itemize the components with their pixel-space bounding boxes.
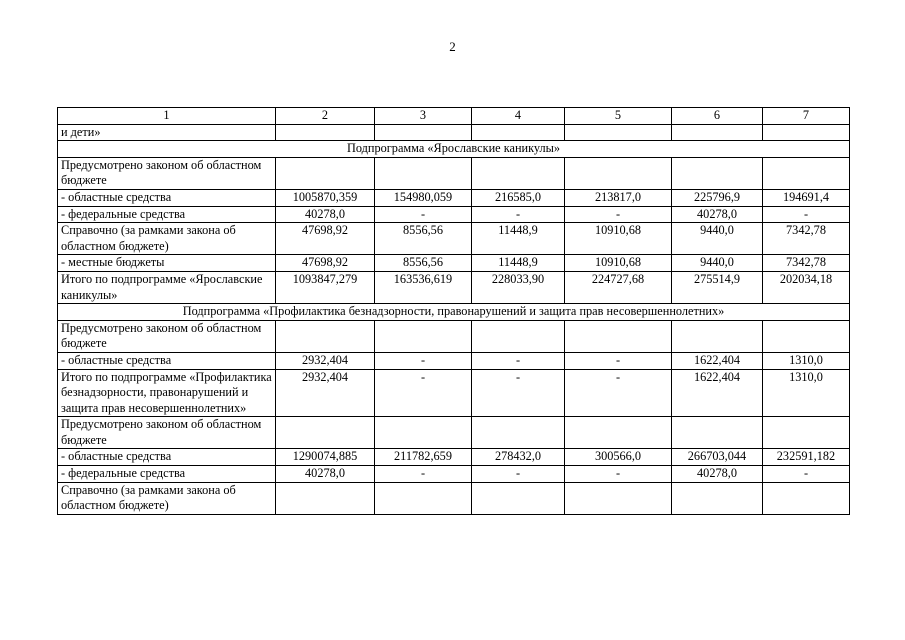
table-cell: 1310,0 xyxy=(763,352,850,369)
table-cell xyxy=(276,157,375,189)
table-cell: 7342,78 xyxy=(763,223,850,255)
table-cell xyxy=(276,320,375,352)
table-cell xyxy=(672,124,763,141)
table-cell xyxy=(472,124,565,141)
table-cell: - xyxy=(472,369,565,417)
table-cell: 40278,0 xyxy=(672,206,763,223)
table-cell: 300566,0 xyxy=(565,449,672,466)
table-cell: 47698,92 xyxy=(276,223,375,255)
table-row xyxy=(58,157,850,189)
table-cell: 9440,0 xyxy=(672,223,763,255)
table-cell: 2932,404 xyxy=(276,352,375,369)
table-cell xyxy=(672,320,763,352)
column-header: 2 xyxy=(276,108,375,125)
table-cell xyxy=(472,417,565,449)
table-cell: 8556,56 xyxy=(375,223,472,255)
table-row xyxy=(58,369,850,417)
table-cell: 11448,9 xyxy=(472,255,565,272)
row-label: - федеральные средства xyxy=(58,206,276,223)
table-row xyxy=(58,223,850,255)
table-cell: 40278,0 xyxy=(672,466,763,483)
table-cell: - xyxy=(565,206,672,223)
table-cell: 278432,0 xyxy=(472,449,565,466)
row-label: Итого по подпрограмме «Профилактика безнадзорности, правонарушений и защита прав несовершеннолетних» xyxy=(58,369,276,417)
table-cell: 225796,9 xyxy=(672,189,763,206)
table-cell xyxy=(672,157,763,189)
table-cell: - xyxy=(763,206,850,223)
table-cell: 1622,404 xyxy=(672,352,763,369)
table-cell xyxy=(472,482,565,514)
section-row xyxy=(58,141,850,158)
row-label: - областные средства xyxy=(58,352,276,369)
table-cell xyxy=(472,157,565,189)
subprogram-title: Подпрограмма «Профилактика безнадзорности, правонарушений и защита прав несовершеннолетних» xyxy=(58,304,850,321)
table-cell: - xyxy=(763,466,850,483)
table-cell: 216585,0 xyxy=(472,189,565,206)
table-cell: 194691,4 xyxy=(763,189,850,206)
table-cell: 154980,059 xyxy=(375,189,472,206)
table-row xyxy=(58,482,850,514)
column-header: 6 xyxy=(672,108,763,125)
table-cell xyxy=(763,482,850,514)
table-cell xyxy=(565,417,672,449)
table-cell xyxy=(565,482,672,514)
table-cell xyxy=(763,124,850,141)
table-row xyxy=(58,206,850,223)
column-header: 4 xyxy=(472,108,565,125)
table-row xyxy=(58,417,850,449)
table-cell: 275514,9 xyxy=(672,271,763,303)
table-cell xyxy=(672,417,763,449)
row-label: Справочно (за рамками закона об областном бюджете) xyxy=(58,482,276,514)
table-cell: - xyxy=(375,352,472,369)
table-cell: 1290074,885 xyxy=(276,449,375,466)
table-cell: - xyxy=(375,369,472,417)
table-cell xyxy=(763,417,850,449)
table-cell: - xyxy=(565,352,672,369)
table-cell: - xyxy=(565,369,672,417)
column-header: 7 xyxy=(763,108,850,125)
row-label: Справочно (за рамками закона об областном бюджете) xyxy=(58,223,276,255)
row-label: Предусмотрено законом об областном бюджете xyxy=(58,417,276,449)
table-cell xyxy=(375,482,472,514)
column-header: 1 xyxy=(58,108,276,125)
table-cell: 10910,68 xyxy=(565,255,672,272)
table-cell xyxy=(565,157,672,189)
table-cell: 7342,78 xyxy=(763,255,850,272)
table-cell xyxy=(375,157,472,189)
row-label: - областные средства xyxy=(58,449,276,466)
table-cell: 47698,92 xyxy=(276,255,375,272)
table-cell xyxy=(375,124,472,141)
table-cell: 8556,56 xyxy=(375,255,472,272)
table-row xyxy=(58,189,850,206)
table-cell xyxy=(472,320,565,352)
table-row xyxy=(58,271,850,303)
table-cell: 1005870,359 xyxy=(276,189,375,206)
page-number: 2 xyxy=(449,39,456,54)
table-cell xyxy=(672,482,763,514)
row-label: и дети» xyxy=(58,124,276,141)
table-cell xyxy=(565,320,672,352)
table-cell: 232591,182 xyxy=(763,449,850,466)
table-cell: 228033,90 xyxy=(472,271,565,303)
table-row xyxy=(58,124,850,141)
table-cell: - xyxy=(375,206,472,223)
table-cell: 40278,0 xyxy=(276,206,375,223)
budget-table xyxy=(57,107,850,515)
table-cell: - xyxy=(375,466,472,483)
table-cell xyxy=(276,417,375,449)
row-label: - федеральные средства xyxy=(58,466,276,483)
column-header: 5 xyxy=(565,108,672,125)
table-cell: 1093847,279 xyxy=(276,271,375,303)
table-cell: 1622,404 xyxy=(672,369,763,417)
column-header: 3 xyxy=(375,108,472,125)
table-cell: 211782,659 xyxy=(375,449,472,466)
table-cell xyxy=(375,320,472,352)
subprogram-title: Подпрограмма «Ярославские каникулы» xyxy=(58,141,850,158)
table-cell: - xyxy=(472,206,565,223)
table-cell: 11448,9 xyxy=(472,223,565,255)
table-header-row xyxy=(58,108,850,125)
table-row xyxy=(58,352,850,369)
table-cell: 224727,68 xyxy=(565,271,672,303)
table-cell: - xyxy=(565,466,672,483)
table-cell: 202034,18 xyxy=(763,271,850,303)
table-row xyxy=(58,320,850,352)
section-row xyxy=(58,304,850,321)
table-cell: 163536,619 xyxy=(375,271,472,303)
row-label: - областные средства xyxy=(58,189,276,206)
table-cell: 9440,0 xyxy=(672,255,763,272)
row-label: Предусмотрено законом об областном бюджете xyxy=(58,320,276,352)
table-cell: 10910,68 xyxy=(565,223,672,255)
table-cell: - xyxy=(472,352,565,369)
table-cell xyxy=(276,482,375,514)
row-label: Предусмотрено законом об областном бюджете xyxy=(58,157,276,189)
row-label: - местные бюджеты xyxy=(58,255,276,272)
table-cell xyxy=(565,124,672,141)
table-cell: 2932,404 xyxy=(276,369,375,417)
table-cell xyxy=(763,320,850,352)
table-cell: 213817,0 xyxy=(565,189,672,206)
table-row xyxy=(58,449,850,466)
row-label: Итого по подпрограмме «Ярославские каникулы» xyxy=(58,271,276,303)
table-cell: 266703,044 xyxy=(672,449,763,466)
table-cell: - xyxy=(472,466,565,483)
table-row xyxy=(58,466,850,483)
table-row xyxy=(58,255,850,272)
table-cell xyxy=(276,124,375,141)
table-cell xyxy=(375,417,472,449)
table-cell: 1310,0 xyxy=(763,369,850,417)
table-cell xyxy=(763,157,850,189)
table-cell: 40278,0 xyxy=(276,466,375,483)
